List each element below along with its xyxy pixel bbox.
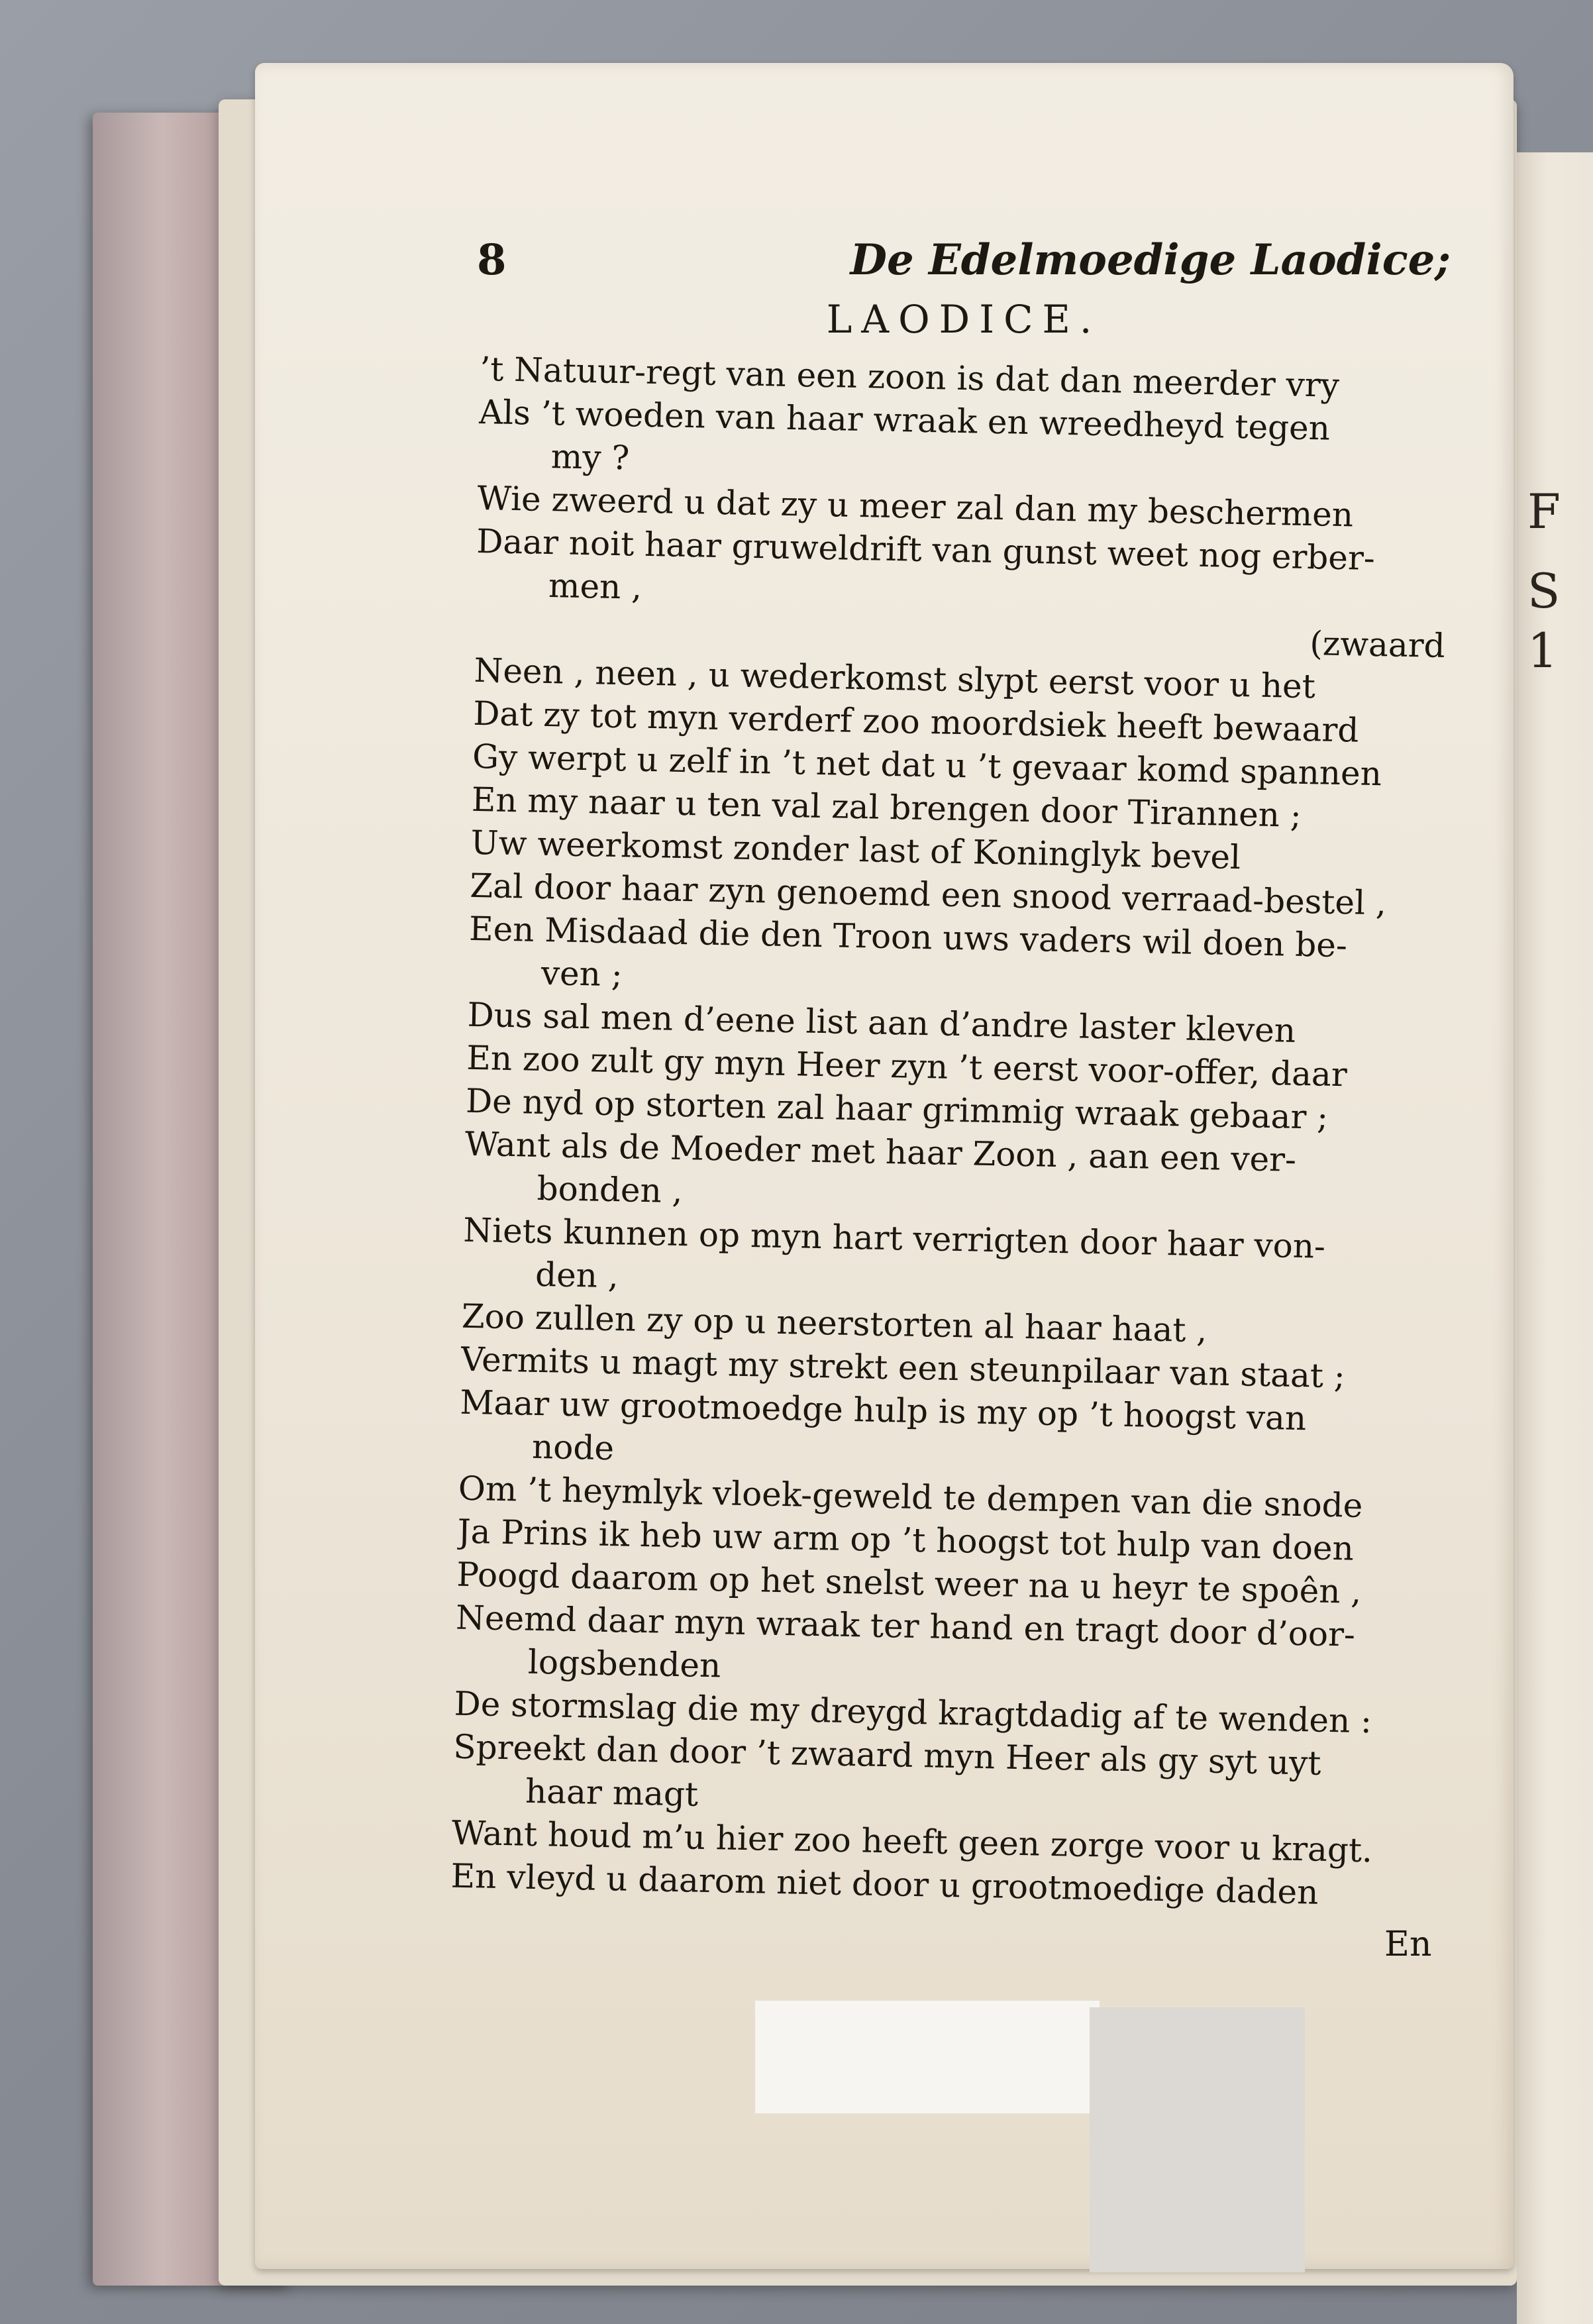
verse-line: logsbenden (527, 1642, 721, 1685)
verse-line: men , (548, 566, 642, 607)
verse-line: Om ’t heymlyk vloek-geweld te dempen van die snode (458, 1469, 1363, 1525)
facing-page-fragment: F (1527, 484, 1561, 539)
verse-line: Als ’t woeden van haar wraak en wreedheyd tegen (478, 392, 1331, 448)
verse-line: Zoo zullen zy op u neerstorten al haar haat , (461, 1296, 1208, 1350)
verse-line: Maar uw grootmoedge hulp is my op ’t hoogst van (459, 1383, 1307, 1438)
page-number: 8 (477, 235, 507, 285)
verse-line: Poogd daarom op het snelst weer na u heyr te spoên , (456, 1555, 1362, 1611)
verse-line: ’t Natuur-regt van een zoon is dat dan meerder vry (479, 349, 1340, 405)
verse-line: Want als de Moeder met haar Zoon , aan een ver- (464, 1124, 1297, 1179)
verse-line: De stormslag die my dreygd kragtdadig af te wenden : (454, 1684, 1372, 1741)
verse-line: Niets kunnen op myn hart verrigten door haar von- (462, 1210, 1326, 1266)
verse-line: ven ; (540, 953, 623, 994)
verse-line: Vermits u magt my strekt een steunpilaar van staat ; (460, 1340, 1346, 1396)
verse-line: den , (535, 1255, 619, 1296)
facing-page-edge (1517, 152, 1593, 2324)
verse-line: De nyd op storten zal haar grimmig wraak gebaar ; (465, 1081, 1329, 1137)
verse-line: bonden , (537, 1169, 684, 1211)
verse-line: (zwaard (1309, 624, 1446, 666)
verse-line: Gy werpt u zelf in ’t net dat u ’t gevaar komd spannen (472, 737, 1382, 794)
verse-line: Ja Prins ik heb uw arm op ’t hoogst tot hulp van doen (457, 1512, 1355, 1568)
verse-line: Spreekt dan door ’t zwaard myn Heer als gy syt uyt (452, 1727, 1322, 1783)
redaction-box-gray (1090, 2007, 1305, 2272)
page-header (477, 235, 1451, 295)
verse-line: Neen , neen , u wederkomst slypt eerst voor u het (474, 651, 1316, 706)
verse-line: Zal door haar zyn genoemd een snood verraad-bestel , (469, 866, 1387, 923)
facing-page-fragment: 1 (1527, 623, 1558, 678)
verse-line: Daar noit haar gruweldrift van gunst weet nog erber- (476, 521, 1376, 578)
verse-line: node (531, 1427, 615, 1468)
verse-line: Wie zweerd u dat zy u meer zal dan my beschermen (477, 478, 1354, 535)
verse-line: my ? (550, 437, 630, 478)
catchword: En (1384, 1925, 1432, 1964)
verse-line: Een Misdaad die den Troon uws vaders wil doen be- (468, 909, 1348, 965)
verse-line: En my naar u ten val zal brengen door Tirannen ; (471, 780, 1302, 835)
verse-line: Uw weerkomst zonder last of Koninglyk bevel (470, 823, 1241, 877)
verse-line: Neemd daar myn wraak ter hand en tragt door d’oor- (455, 1598, 1356, 1654)
redaction-box-light (755, 2001, 1100, 2113)
facing-page-fragment: S (1527, 563, 1561, 619)
verse-block (450, 348, 1451, 1917)
speaker-heading: LAODICE. (826, 297, 1102, 342)
verse-line: haar magt (525, 1771, 699, 1814)
verse-line: En zoo zult gy myn Heer zyn ’t eerst voor-offer, daar (466, 1038, 1348, 1094)
verse-line: Dat zy tot myn verderf zoo moordsiek heeft bewaard (472, 694, 1359, 750)
verse-line: En vleyd u daarom niet door u grootmoedige daden (450, 1856, 1319, 1912)
verse-line: Dus sal men d’eene list aan d’andre laster kleven (467, 995, 1296, 1050)
running-title: De Edelmoedige Laodice; (850, 235, 1451, 285)
verse-line: Want houd m’u hier zoo heeft geen zorge voor u kragt. (451, 1813, 1373, 1870)
